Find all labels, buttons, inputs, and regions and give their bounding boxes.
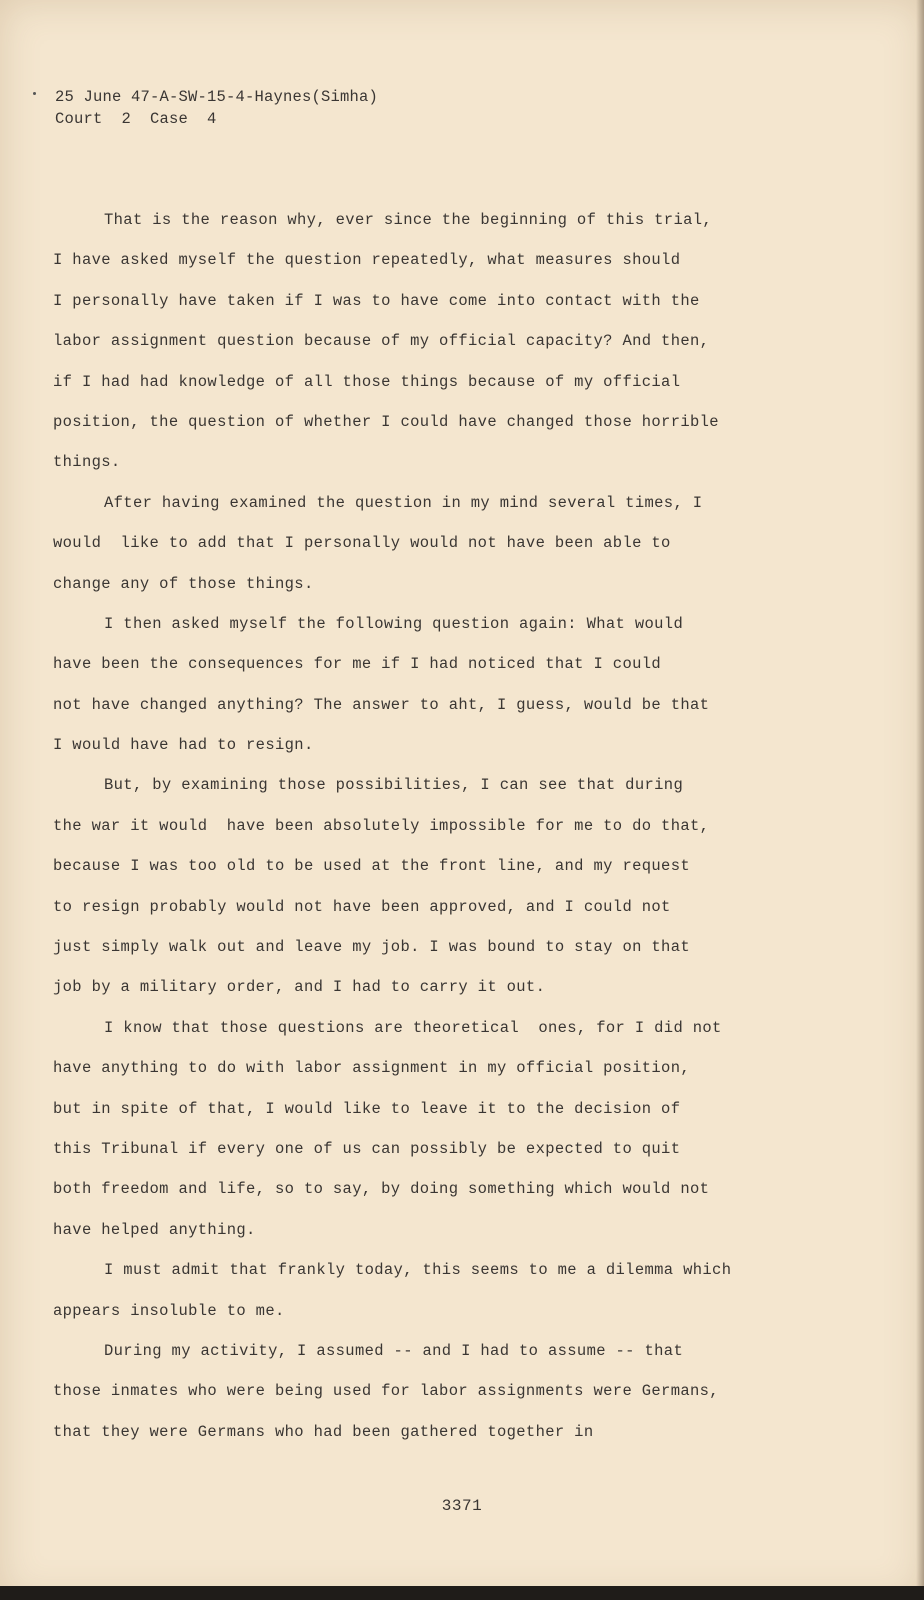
paragraph-line: I must admit that frankly today, this seems to me a dilemma which	[104, 1261, 732, 1280]
paragraph-line: I would have had to resign.	[53, 736, 314, 755]
page-number: 3371	[441, 1497, 483, 1515]
paragraph-line: I have asked myself the question repeatedly, what measures should	[53, 251, 681, 270]
paragraph-line: the war it would have been absolutely impossible for me to do that,	[53, 816, 710, 835]
paragraph	[53, 1250, 853, 1331]
paragraph-line: because I was too old to be used at the front line, and my request	[53, 857, 690, 876]
paragraph-line: just simply walk out and leave my job. I was bound to stay on that	[53, 938, 690, 957]
testimony-body	[53, 200, 853, 1452]
paragraph-line: both freedom and life, so to say, by doing something which would not	[53, 1180, 710, 1199]
paragraph-line: would like to add that I personally would not have been able to	[53, 534, 671, 553]
margin-dot-mark	[33, 92, 36, 95]
paragraph	[53, 483, 853, 604]
paragraph-line: I know that those questions are theoretical ones, for I did not	[104, 1018, 722, 1037]
paragraph-line: but in spite of that, I would like to leave it to the decision of	[53, 1099, 681, 1118]
paragraph-line: appears insoluble to me.	[53, 1301, 285, 1320]
paragraph	[53, 200, 853, 483]
paragraph-line: those inmates who were being used for labor assignments were Germans,	[53, 1382, 719, 1401]
paragraph-line: to resign probably would not have been approved, and I could not	[53, 897, 671, 916]
paragraph-line: I personally have taken if I was to have come into contact with the	[53, 291, 700, 310]
paragraph-line: not have changed anything? The answer to aht, I guess, would be that	[53, 695, 710, 714]
paragraph-line: this Tribunal if every one of us can possibly be expected to quit	[53, 1139, 681, 1158]
header-date-reference: 25 June 47-A-SW-15-4-Haynes(Simha)	[55, 88, 379, 106]
paragraph	[53, 1008, 853, 1250]
header-court-case: Court 2 Case 4	[55, 110, 217, 128]
paragraph	[53, 765, 853, 1007]
paragraph-line: I then asked myself the following question again: What would	[104, 614, 684, 633]
paragraph-line: That is the reason why, ever since the beginning of this trial,	[104, 211, 713, 229]
paragraph-line: if I had had knowledge of all those things because of my official	[53, 372, 681, 391]
paragraph	[53, 1331, 853, 1452]
paragraph-line: But, by examining those possibilities, I can see that during	[104, 776, 684, 795]
paragraph-line: change any of those things.	[53, 574, 314, 593]
paragraph-line: things.	[53, 453, 121, 472]
paragraph-line: job by a military order, and I had to carry it out.	[53, 978, 546, 997]
paragraph-line: After having examined the question in my mind several times, I	[104, 493, 703, 512]
paragraph-line: have been the consequences for me if I had noticed that I could	[53, 655, 662, 674]
paragraph-line: position, the question of whether I could have changed those horrible	[53, 412, 719, 431]
paragraph-line: During my activity, I assumed -- and I had to assume -- that	[104, 1341, 684, 1360]
document-header	[55, 86, 378, 130]
paragraph-line: labor assignment question because of my official capacity? And then,	[53, 332, 710, 351]
paragraph-line: that they were Germans who had been gathered together in	[53, 1422, 594, 1441]
paragraph	[53, 604, 853, 766]
paragraph-line: have anything to do with labor assignment in my official position,	[53, 1059, 690, 1078]
paragraph-line: have helped anything.	[53, 1220, 256, 1239]
